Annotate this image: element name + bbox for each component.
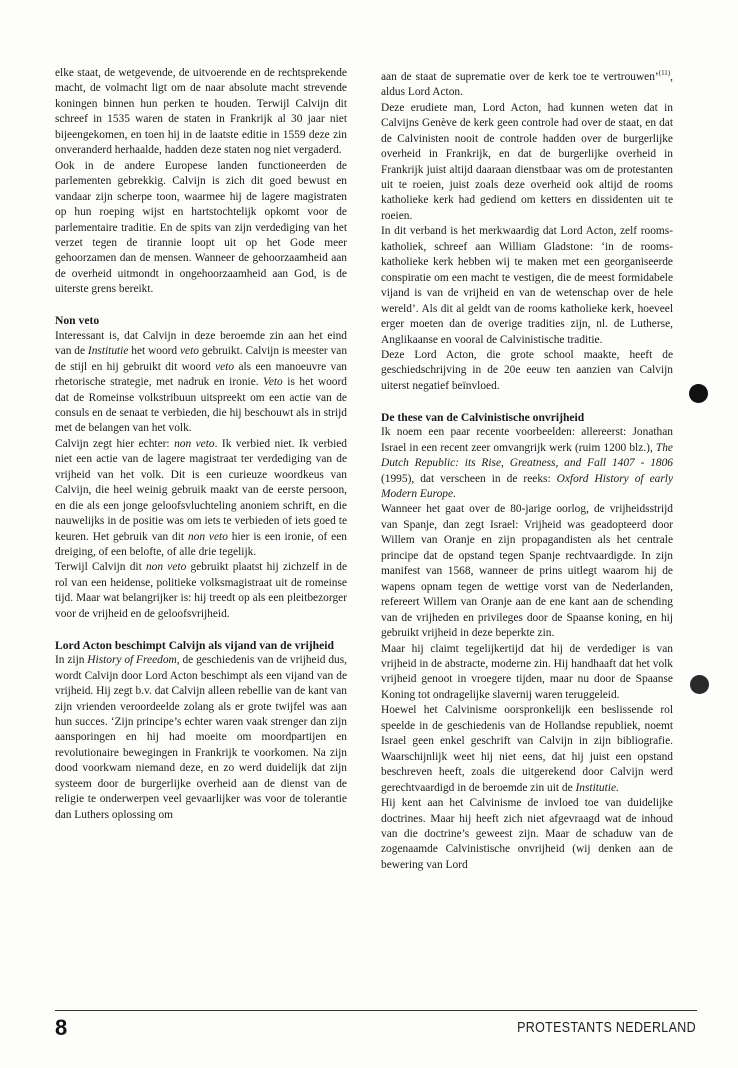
paragraph: Deze Lord Acton, die grote school maakte, heeft de geschiedschrijving in de 20e eeuw ten aanzien van Calvijn uiterst negatief beïnvloed.: [381, 348, 673, 392]
paragraph: Deze erudiete man, Lord Acton, had kunnen weten dat in Calvijns Genève de kerk geen controle had over de staat, en dat de Calvinisten nooit de controle hadden over de burgerlijke overheid in Frankrijk, en dat de burgerlijke overheid in Frankrijk juist altijd daaraan dienstbaar was om de protestanten uit te roeien, juist zoals deze overheid ook altijd de rooms katholieke kerk had gediend om ketters en dissidenten uit te roeien.: [381, 101, 673, 222]
paragraph: In zijn History of Freedom, de geschiedenis van de vrijheid dus, wordt Calvijn door Lord Acton beschimpt als een vijand van de vrijheid. Hij zegt b.v. dat Calvijn alleen rebellie van de kant van zijn vrienden veroordeelde zolang als er grote twijfel was aan hun succes. ‘Zijn principe’s echter waren vaak strenger dan zijn aansporingen en hij had moeite om moordpartijen en revolutionaire bewegingen in Frankrijk te voorkomen. Na zijn dood voorkwam niemand deze, en zo werd duidelijk dat zijn systeem door de burgerlijke overheid aan de dienst van de religie te onderwerpen veel gevaarlijker was voor de tolerantie dan Luthers oplossing om: [55, 654, 347, 821]
left-column: [55, 66, 347, 823]
footnote-ref: (11): [658, 69, 671, 77]
section-heading-lord-acton: Lord Acton beschimpt Calvijn als vijand van de vrijheid: [55, 638, 334, 652]
magazine-title: PROTESTANTS NEDERLAND: [517, 1020, 696, 1036]
paragraph: Calvijn zegt hier echter: non veto. Ik verbied niet. Ik verbied niet een actie van de lagere magistraat ter verdediging van de vrijheid van het volk. Dit is een curieuze woordkeus van Calvijn, die heel weinig gebruik maakt van de eerste persoon, en die als een jonge geloofsvluchteling anoniem schrift, en die nauwelijks in de positie was om iets te verbieden of iets goed te keuren. Het gebruik van dit non veto hier is een ironie, of een dreiging, of een belofte, of alle drie tegelijk.: [55, 437, 347, 559]
page-number: 8: [55, 1015, 68, 1040]
right-column: [381, 66, 673, 873]
paragraph: Ik noem een paar recente voorbeelden: allereerst: Jonathan Israel in een recent zeer omvangrijk werk (ruim 1200 blz.), The Dutch Republic: its Rise, Greatness, and Fall 1407 - 1806 (1995), dat verscheen in de reeks: Oxford History of early Modern Europe.: [381, 426, 674, 501]
footer-rule: [55, 1010, 697, 1011]
binder-hole-mark: [689, 384, 708, 403]
paragraph: In dit verband is het merkwaardig dat Lord Acton, zelf rooms-katholiek, schreef aan William Gladstone: ‘in de rooms-katholieke kerk hebben wij te maken met een georganiseerde conspiratie om een macht te vestigen, die de meest formidabele vijand is van de vrijheid en van de wetenschap over de hele wereld’. Als dit al geldt van de rooms katholieke kerk, hoeveel erger moeten dan de overige tradities zijn, nl. de Lutherse, Anglikaanse en vooral de Calvinistische traditie.: [381, 225, 673, 346]
paragraph: aan de staat de suprematie over de kerk toe te vertrouwen’$^{(11)}$, aldus Lord Acton.: [381, 69, 673, 99]
paragraph: Ook in de andere Europese landen functioneerden de parlementen gebrekkig. Calvijn is zich dit goed bewust en vandaar zijn scherpe toon, waarmee hij de lagere magistraten op hun roeping wijst en hartstochtelijk opkomt voor de parlementaire traditie. En de spits van zijn verdediging van het verzet tegen de tirannie loopt uit op het Gode meer gehoorzamen dan de mensen. Wanneer de gehoorzaamheid aan de overheid uitmondt in ongehoorzaamheid aan God, is de uiterste grens bereikt.: [55, 159, 347, 296]
paragraph: Hoewel het Calvinisme oorspronkelijk een beslissende rol speelde in de geschiedenis van de Hollandse republiek, noemt Israel geen enkel geschrift van Calvijn in zijn bibliografie. Waarschijnlijk weet hij niet eens, dat hij juist een opstand beschreven heeft, zoals die uitgerekend door Calvijn werd gerechtvaardigd in de beroemde zin uit de Institutie.: [381, 704, 673, 794]
paragraph: Interessant is, dat Calvijn in deze beroemde zin aan het eind van de Institutie het woord veto gebruikt. Calvijn is meester van de stijl en hij gebruikt dit woord veto als een manoeuvre van rhetorische strategie, met nadruk en ironie. Veto is het woord dat de Romeinse volkstribuun uitspreekt om een actie van de consuls en de senaat te verbieden, die hij beschouwt als in strijd met de belangen van het volk.: [55, 329, 348, 435]
paragraph: Hij kent aan het Calvinisme de invloed toe van duidelijke doctrines. Maar hij heeft zich niet afgevraagd wat de inhoud van die doctrine’s geweest zijn. Maar de schaduw van de zogenaamde Calvinistische onvrijheid (wij denken aan de bewering van Lord: [381, 797, 673, 871]
paragraph: elke staat, de wetgevende, de uitvoerende en de rechtsprekende macht, de volmacht ligt om de naar absolute macht strevende koningen binnen hun perken te houden. Terwijl Calvijn dit schreef in 1535 waren de staten in Frankrijk al 30 jaar niet bijeengekomen, en toen hij in de laatste editie in 1559 deze zin onveranderd herhaalde, hadden deze staten nog niet vergaderd.: [55, 67, 347, 157]
section-heading-calvinist-unfreedom: De these van de Calvinistische onvrijheid: [381, 410, 585, 424]
paragraph: Wanneer het gaat over de 80-jarige oorlog, de vrijheidsstrijd van Spanje, dan zegt Israel: Vrijheid was geadopteerd door Willem van Oranje en zijn propagandisten als het centrale principe dat de opstand tegen Spanje rechtvaardigde. In zijn manifest van 1568, wanneer de prins uitlegt waarom hij de wapens opnam tegen de wettige vorst van de Nederlanden, refereert Willem van Oranje aan de ene kant aan de schending van de vrijheden en privileges door de Spaanse koning, en hij gebruikt vrijheid in deze beperkte zin.: [381, 503, 673, 640]
paragraph: Terwijl Calvijn dit non veto gebruikt plaatst hij zichzelf in de rol van een heidense, politieke volksmagistraat uit de romeinse tijd. Maar wat belangrijker is: hij treedt op als een pleitbezorger voor de vrijheid en de geloofsvrijheid.: [55, 561, 348, 620]
paragraph: Maar hij claimt tegelijkertijd dat hij de verdediger is van vrijheid in de abstracte, moderne zin. Hij handhaaft dat het volk vrijheid genoot in vroegere tijden, maar nu door de Spaanse Koning tot ondragelijke slavernij waren teruggeleid.: [381, 642, 673, 701]
section-heading-non-veto: Non veto: [55, 314, 100, 328]
binder-hole-mark: [690, 675, 709, 694]
